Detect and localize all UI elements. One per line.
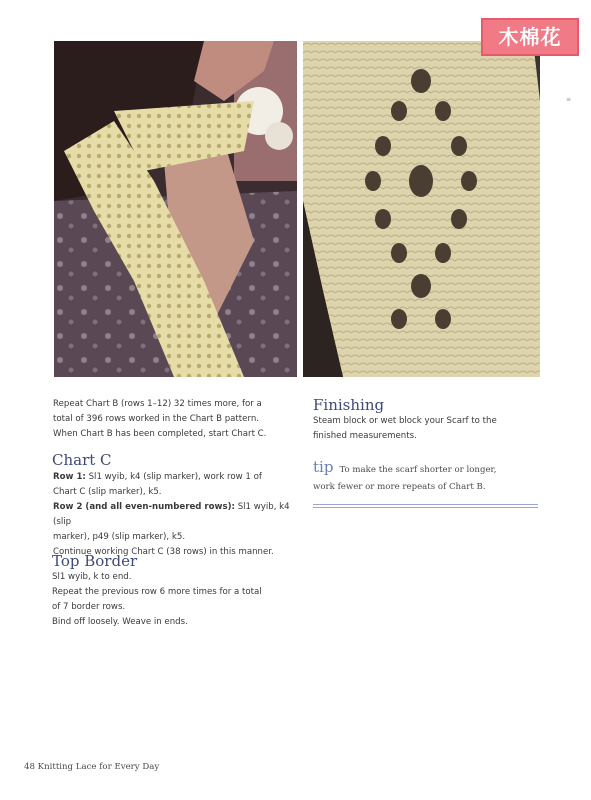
top-border-line: Repeat the previous row 6 more times for a total — [52, 587, 262, 597]
row1-line2: Chart C (slip marker), k5. — [53, 487, 162, 497]
finishing-line: Steam block or wet block your Scarf to the — [313, 416, 497, 426]
tip-divider — [313, 507, 538, 508]
top-border-line: of 7 border rows. — [52, 602, 126, 612]
tip-text-line1: To make the scarf shorter or longer, — [339, 465, 497, 475]
tip-label: tip — [313, 458, 334, 476]
row1-line — [53, 470, 293, 485]
watermark-stamp: 木棉花 — [481, 18, 579, 56]
chart-b-repeat-instructions — [53, 397, 293, 442]
continue-line: Continue working Chart C (38 rows) in this manner. — [53, 547, 274, 557]
finishing-instructions — [313, 414, 538, 444]
top-border-instructions — [52, 570, 292, 630]
finishing-heading: Finishing — [313, 396, 385, 414]
tip-text-line2: work fewer or more repeats of Chart B. — [313, 482, 486, 492]
tip-line1 — [313, 457, 538, 479]
lace-closeup-photo — [303, 41, 540, 377]
row2-line — [53, 500, 293, 530]
intro-line: total of 396 rows worked in the Chart B pattern. — [53, 414, 260, 424]
top-border-line: Bind off loosely. Weave in ends. — [52, 617, 188, 627]
row2-label: Row 2 (and all even-numbered rows): — [53, 502, 235, 512]
chart-c-instructions — [53, 470, 293, 560]
marginal-mark: ≡ — [566, 96, 572, 103]
top-border-line: Sl1 wyib, k to end. — [52, 572, 132, 582]
row2-line2: marker), p49 (slip marker), k5. — [53, 532, 186, 542]
scarf-model-photo — [54, 41, 297, 377]
lace-closeup-illustration — [303, 41, 540, 377]
top-border-heading: Top Border — [52, 552, 138, 570]
row1-text: Sl1 wyib, k4 (slip marker), work row 1 of — [85, 472, 262, 482]
tip-divider — [313, 504, 538, 505]
row2-text: Sl1 wyib, k4 (slip — [53, 502, 290, 527]
row1-label: Row 1: — [53, 472, 86, 482]
intro-line: When Chart B has been completed, start Chart C. — [53, 429, 267, 439]
intro-line: Repeat Chart B (rows 1–12) 32 times more, for a — [53, 399, 262, 409]
finishing-line: finished measurements. — [313, 431, 417, 441]
scarf-model-illustration — [54, 41, 297, 377]
page-footer: 48 Knitting Lace for Every Day — [24, 762, 160, 772]
chart-c-heading: Chart C — [52, 451, 112, 469]
tip-box — [313, 457, 538, 496]
